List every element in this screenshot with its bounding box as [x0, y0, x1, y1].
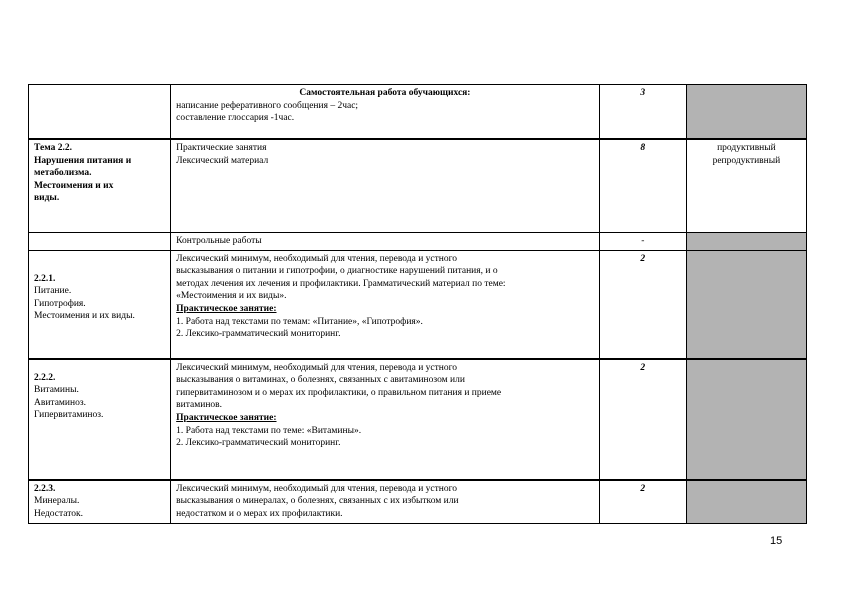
theme-line: Нарушения питания и	[34, 155, 132, 166]
level-line: репродуктивный	[712, 155, 781, 166]
table-row	[29, 480, 807, 524]
table-row	[29, 85, 807, 140]
table-row	[29, 359, 807, 480]
theme-cell	[29, 480, 171, 524]
theme-cell	[29, 250, 171, 359]
hours-cell: 2	[599, 480, 686, 524]
practice-line: 1. Работа над текстами по теме: «Витамины».	[176, 425, 362, 436]
content-line: Практические занятия	[176, 143, 267, 153]
content-line: Лексический минимум, необходимый для чтения, перевода и устного	[176, 253, 458, 264]
content-line: гипервитаминозом и о мерах их профилактики, о правильном питания и приеме	[176, 387, 502, 398]
theme-line: Питание.	[34, 286, 72, 297]
table-row	[29, 233, 807, 251]
practice-line: 1. Работа над текстами по темам: «Питание», «Гипотрофия».	[176, 316, 423, 327]
hours-cell: 2	[599, 359, 686, 480]
hours-cell: 2	[599, 250, 686, 359]
content-line: Лексический минимум, необходимый для чтения, перевода и устного	[176, 483, 458, 494]
theme-cell	[29, 359, 171, 480]
level-cell-shaded	[686, 85, 806, 140]
level-cell-shaded	[686, 480, 806, 524]
content-line: высказывания о питании и гипотрофии, о диагностике нарушений питания, и о	[176, 266, 498, 277]
content-cell	[171, 359, 600, 480]
content-line: витаминов.	[176, 400, 223, 411]
content-line: написание реферативного сообщения – 2час;	[176, 100, 359, 111]
content-line: Лексический минимум, необходимый для чтения, перевода и устного	[176, 362, 458, 373]
theme-line: Местоимения и их	[34, 180, 114, 191]
content-line: высказывания о минералах, о болезнях, связанных с их избытком или	[176, 496, 459, 507]
theme-cell	[29, 85, 171, 140]
curriculum-table	[28, 84, 807, 524]
theme-line: Гипервитаминоз.	[34, 410, 104, 421]
content-line: Лексический материал	[176, 155, 269, 166]
theme-number: 2.2.2.	[34, 372, 56, 383]
theme-cell	[29, 233, 171, 251]
theme-line: виды.	[34, 193, 60, 204]
content-cell	[171, 480, 600, 524]
hours-cell: 3	[599, 85, 686, 140]
level-cell-shaded	[686, 233, 806, 251]
table-row	[29, 139, 807, 233]
theme-line: Авитаминоз.	[34, 397, 86, 408]
content-line: методах лечения их лечения и профилактики. Грамматический материал по теме:	[176, 278, 506, 289]
content-cell	[171, 139, 600, 233]
practice-label: Практическое занятие:	[176, 412, 277, 423]
content-line: составление глоссария -1час.	[176, 113, 295, 124]
theme-line: метаболизма.	[34, 168, 92, 179]
content-cell	[171, 233, 600, 251]
practice-line: 2. Лексико-грамматический мониторинг.	[176, 329, 341, 340]
theme-cell	[29, 139, 171, 233]
content-line: высказывания о витаминах, о болезнях, связанных с авитаминозом или	[176, 375, 465, 386]
practice-line: 2. Лексико-грамматический мониторинг.	[176, 438, 341, 449]
level-cell-shaded	[686, 250, 806, 359]
content-line: недостатком и о мерах их профилактики.	[176, 508, 343, 519]
level-cell-shaded	[686, 359, 806, 480]
theme-line: Недостаток.	[34, 508, 83, 519]
hours-cell: 8	[599, 139, 686, 233]
content-cell	[171, 250, 600, 359]
theme-line: Местоимения и их виды.	[34, 311, 135, 322]
theme-line: Минералы.	[34, 496, 80, 507]
page-number: 15	[770, 535, 783, 547]
theme-line: Гипотрофия.	[34, 298, 86, 309]
content-line: «Местоимения и их виды».	[176, 291, 287, 302]
theme-line: Витамины.	[34, 385, 79, 396]
content-line: Контрольные работы	[176, 236, 262, 246]
content-cell	[171, 85, 600, 140]
content-title: Самостоятельная работа обучающихся:	[299, 88, 471, 98]
practice-label: Практическое занятие:	[176, 303, 277, 314]
level-line: продуктивный	[717, 143, 776, 153]
theme-number: 2.2.1.	[34, 273, 56, 284]
table-row	[29, 250, 807, 359]
theme-number: 2.2.3.	[34, 483, 56, 494]
theme-line: Тема 2.2.	[34, 143, 72, 153]
level-cell	[686, 139, 806, 233]
hours-cell: -	[599, 233, 686, 251]
